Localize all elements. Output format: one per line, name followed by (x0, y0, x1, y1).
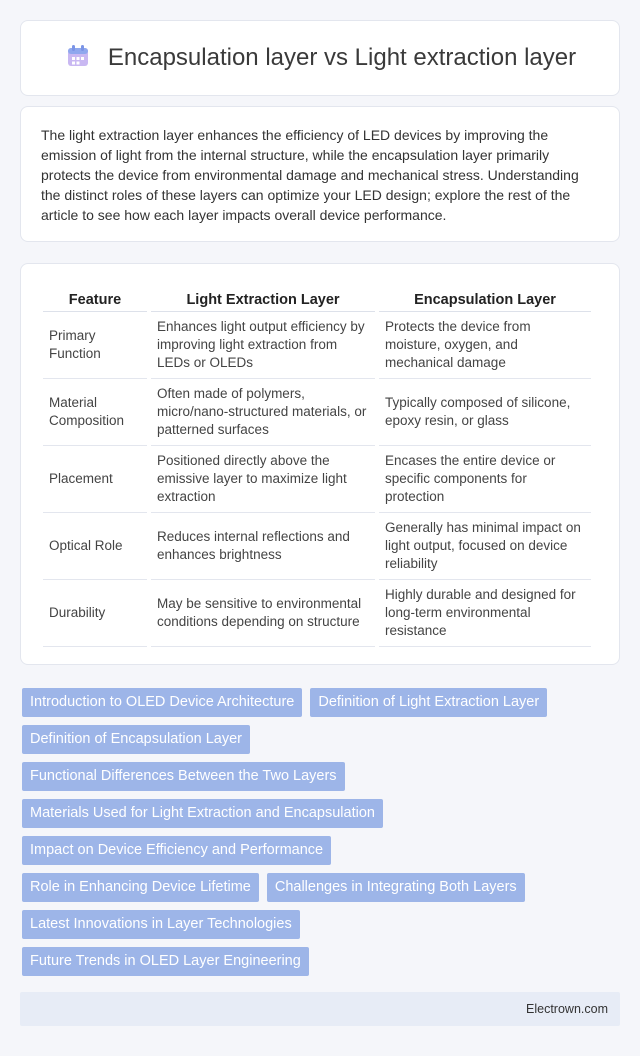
tag-row (22, 873, 620, 902)
feature-cell: Material Composition (43, 379, 147, 446)
light-extraction-cell: Positioned directly above the emissive layer to maximize light extraction (151, 446, 375, 513)
feature-cell: Durability (43, 580, 147, 647)
page-title: Encapsulation layer vs Light extraction layer (107, 44, 577, 71)
footer (20, 992, 620, 1026)
table-header-row (43, 284, 591, 312)
feature-cell: Optical Role (43, 513, 147, 580)
table-row (43, 513, 591, 580)
encapsulation-cell: Encases the entire device or specific components for protection (379, 446, 591, 513)
footer-brand: Electrown.com (526, 1002, 608, 1016)
intro-card (20, 106, 620, 242)
tag-row (22, 762, 620, 791)
table-row (43, 446, 591, 513)
tag-latest-innovations[interactable]: Latest Innovations in Layer Technologies (22, 910, 300, 939)
calendar-icon (64, 42, 92, 75)
table-row (43, 379, 591, 446)
encapsulation-cell: Protects the device from moisture, oxygen, and mechanical damage (379, 312, 591, 379)
tag-materials[interactable]: Materials Used for Light Extraction and Encapsulation (22, 799, 383, 828)
topic-tags (22, 688, 620, 984)
comparison-card (20, 263, 620, 665)
light-extraction-cell: Reduces internal reflections and enhances brightness (151, 513, 375, 580)
intro-paragraph: The light extraction layer enhances the efficiency of LED devices by improving the emission of light from the internal structure, while the encapsulation layer primarily protects the device from environmental damage and mechanical stress. Understanding the distinct roles of these layers can optimize your LED design; explore the rest of the article to see how each layer impacts overall device performance. (41, 127, 579, 223)
tag-row (22, 799, 620, 828)
tag-future-trends[interactable]: Future Trends in OLED Layer Engineering (22, 947, 309, 976)
table-row (43, 312, 591, 379)
tag-functional-differences[interactable]: Functional Differences Between the Two Layers (22, 762, 345, 791)
tag-row (22, 947, 620, 976)
header-feature: Feature (43, 284, 147, 312)
comparison-table (39, 284, 595, 647)
tag-row (22, 725, 620, 754)
tag-device-lifetime[interactable]: Role in Enhancing Device Lifetime (22, 873, 259, 902)
feature-cell: Placement (43, 446, 147, 513)
encapsulation-cell: Typically composed of silicone, epoxy resin, or glass (379, 379, 591, 446)
header-light-extraction: Light Extraction Layer (151, 284, 375, 312)
tag-light-extraction-definition[interactable]: Definition of Light Extraction Layer (310, 688, 547, 717)
tag-row (22, 836, 620, 865)
light-extraction-cell: Often made of polymers, micro/nano-structured materials, or patterned surfaces (151, 379, 375, 446)
encapsulation-cell: Highly durable and designed for long-term environmental resistance (379, 580, 591, 647)
header-card (20, 20, 620, 96)
tag-oled-architecture[interactable]: Introduction to OLED Device Architecture (22, 688, 302, 717)
table-row (43, 580, 591, 647)
tag-efficiency-performance[interactable]: Impact on Device Efficiency and Performance (22, 836, 331, 865)
encapsulation-cell: Generally has minimal impact on light output, focused on device reliability (379, 513, 591, 580)
tag-row (22, 910, 620, 939)
tag-integration-challenges[interactable]: Challenges in Integrating Both Layers (267, 873, 525, 902)
tag-encapsulation-definition[interactable]: Definition of Encapsulation Layer (22, 725, 250, 754)
light-extraction-cell: May be sensitive to environmental conditions depending on structure (151, 580, 375, 647)
tag-row (22, 688, 620, 717)
header (64, 42, 576, 75)
header-encapsulation: Encapsulation Layer (379, 284, 591, 312)
light-extraction-cell: Enhances light output efficiency by improving light extraction from LEDs or OLEDs (151, 312, 375, 379)
feature-cell: Primary Function (43, 312, 147, 379)
